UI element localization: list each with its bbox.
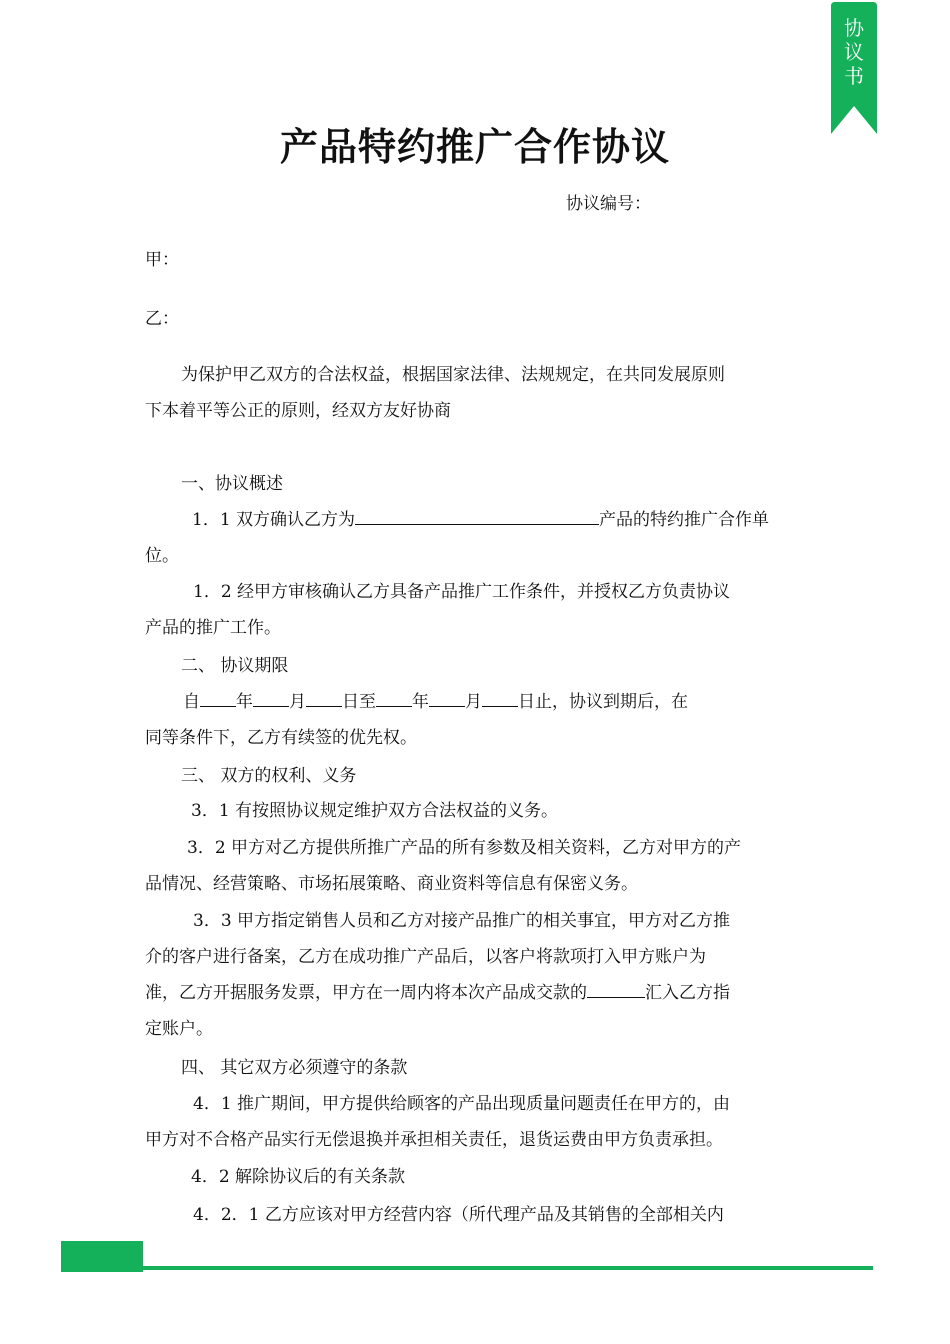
preamble-line-1: 为保护甲乙双方的合法权益，根据国家法律、法规规定，在共同发展原则 bbox=[181, 365, 725, 385]
clause-3-2-line-2: 品情况、经营策略、市场拓展策略、商业资料等信息有保密义务。 bbox=[145, 874, 638, 894]
clause-3-1: 3．1 有按照协议规定维护双方合法权益的义务。 bbox=[191, 801, 559, 821]
party-a-line: 甲： bbox=[145, 250, 179, 270]
clause-2-line-2: 同等条件下，乙方有续签的优先权。 bbox=[145, 728, 417, 748]
clause-1-2-line-2: 产品的推广工作。 bbox=[145, 618, 281, 638]
clause-4-1 bbox=[145, 1086, 807, 1158]
section-3-heading: 三、 双方的权利、义务 bbox=[181, 766, 357, 786]
section-1-heading: 一、协议概述 bbox=[181, 474, 283, 494]
clause-3-3-line-2: 介的客户进行备案，乙方在成功推广产品后，以客户将款项打入甲方账户为 bbox=[145, 947, 706, 967]
clause-4-2-1: 4．2．1 乙方应该对甲方经营内容（所代理产品及其销售的全部相关内 bbox=[193, 1205, 724, 1225]
clause-3-3-line-3b: 汇入乙方指 bbox=[645, 983, 730, 1003]
ribbon-char-1: 协 bbox=[844, 16, 864, 40]
start-month-unit: 月 bbox=[289, 692, 306, 712]
clause-1-2 bbox=[145, 574, 807, 646]
start-year-blank bbox=[200, 692, 236, 707]
clause-3-3-line-4: 定账户。 bbox=[145, 1019, 213, 1039]
party-b-line: 乙： bbox=[145, 309, 179, 329]
clause-1-1-text-a: 1．1 双方确认乙方为 bbox=[192, 510, 356, 530]
clause-3-2-line-1: 3．2 甲方对乙方提供所推广产品的所有参数及相关资料，乙方对甲方的产 bbox=[187, 838, 742, 858]
product-name-blank bbox=[355, 510, 599, 525]
start-year-unit: 年 bbox=[236, 692, 253, 712]
payment-ratio-blank bbox=[587, 983, 645, 998]
period-from: 自 bbox=[183, 692, 200, 712]
clause-4-1-line-2: 甲方对不合格产品实行无偿退换并承担相关责任，退货运费由甲方负责承担。 bbox=[145, 1130, 723, 1150]
clause-3-3-line-1: 3．3 甲方指定销售人员和乙方对接产品推广的相关事宜，甲方对乙方推 bbox=[193, 911, 731, 931]
clause-3-2 bbox=[145, 830, 807, 902]
section-4-heading: 四、 其它双方必须遵守的条款 bbox=[181, 1058, 408, 1078]
start-day-blank bbox=[306, 692, 342, 707]
section-2-heading: 二、 协议期限 bbox=[181, 656, 289, 676]
start-day-unit: 日至 bbox=[342, 692, 376, 712]
agreement-number-label: 协议编号： bbox=[566, 194, 651, 214]
end-year-blank bbox=[376, 692, 412, 707]
end-day-unit: 日止，协议到期后，在 bbox=[518, 692, 688, 712]
preamble-paragraph bbox=[145, 357, 807, 429]
clause-1-1-text-c: 位。 bbox=[145, 546, 179, 566]
preamble-line-2: 下本着平等公正的原则，经双方友好协商 bbox=[145, 401, 451, 421]
ribbon-char-3: 书 bbox=[844, 64, 864, 88]
start-month-blank bbox=[253, 692, 289, 707]
footer-accent-line bbox=[143, 1266, 873, 1270]
footer-accent-block bbox=[61, 1241, 143, 1272]
clause-4-2: 4．2 解除协议后的有关条款 bbox=[191, 1167, 406, 1187]
end-year-unit: 年 bbox=[412, 692, 429, 712]
ribbon-char-2: 议 bbox=[844, 40, 864, 64]
clause-1-1-text-b: 产品的特约推广合作单 bbox=[599, 510, 770, 530]
end-month-unit: 月 bbox=[465, 692, 482, 712]
end-day-blank bbox=[482, 692, 518, 707]
document-title: 产品特约推广合作协议 bbox=[279, 125, 670, 169]
ribbon-label bbox=[831, 16, 877, 88]
clause-3-3-line-3a: 准，乙方开据服务发票，甲方在一周内将本次产品成交款的 bbox=[145, 983, 587, 1003]
clause-1-2-line-1: 1．2 经甲方审核确认乙方具备产品推广工作条件，并授权乙方负责协议 bbox=[193, 582, 731, 602]
clause-1-1 bbox=[145, 502, 807, 574]
clause-4-1-line-1: 4．1 推广期间，甲方提供给顾客的产品出现质量问题责任在甲方的，由 bbox=[193, 1094, 731, 1114]
clause-2-period bbox=[145, 684, 807, 756]
clause-3-3 bbox=[145, 903, 807, 1047]
end-month-blank bbox=[429, 692, 465, 707]
document-type-ribbon bbox=[831, 2, 877, 134]
